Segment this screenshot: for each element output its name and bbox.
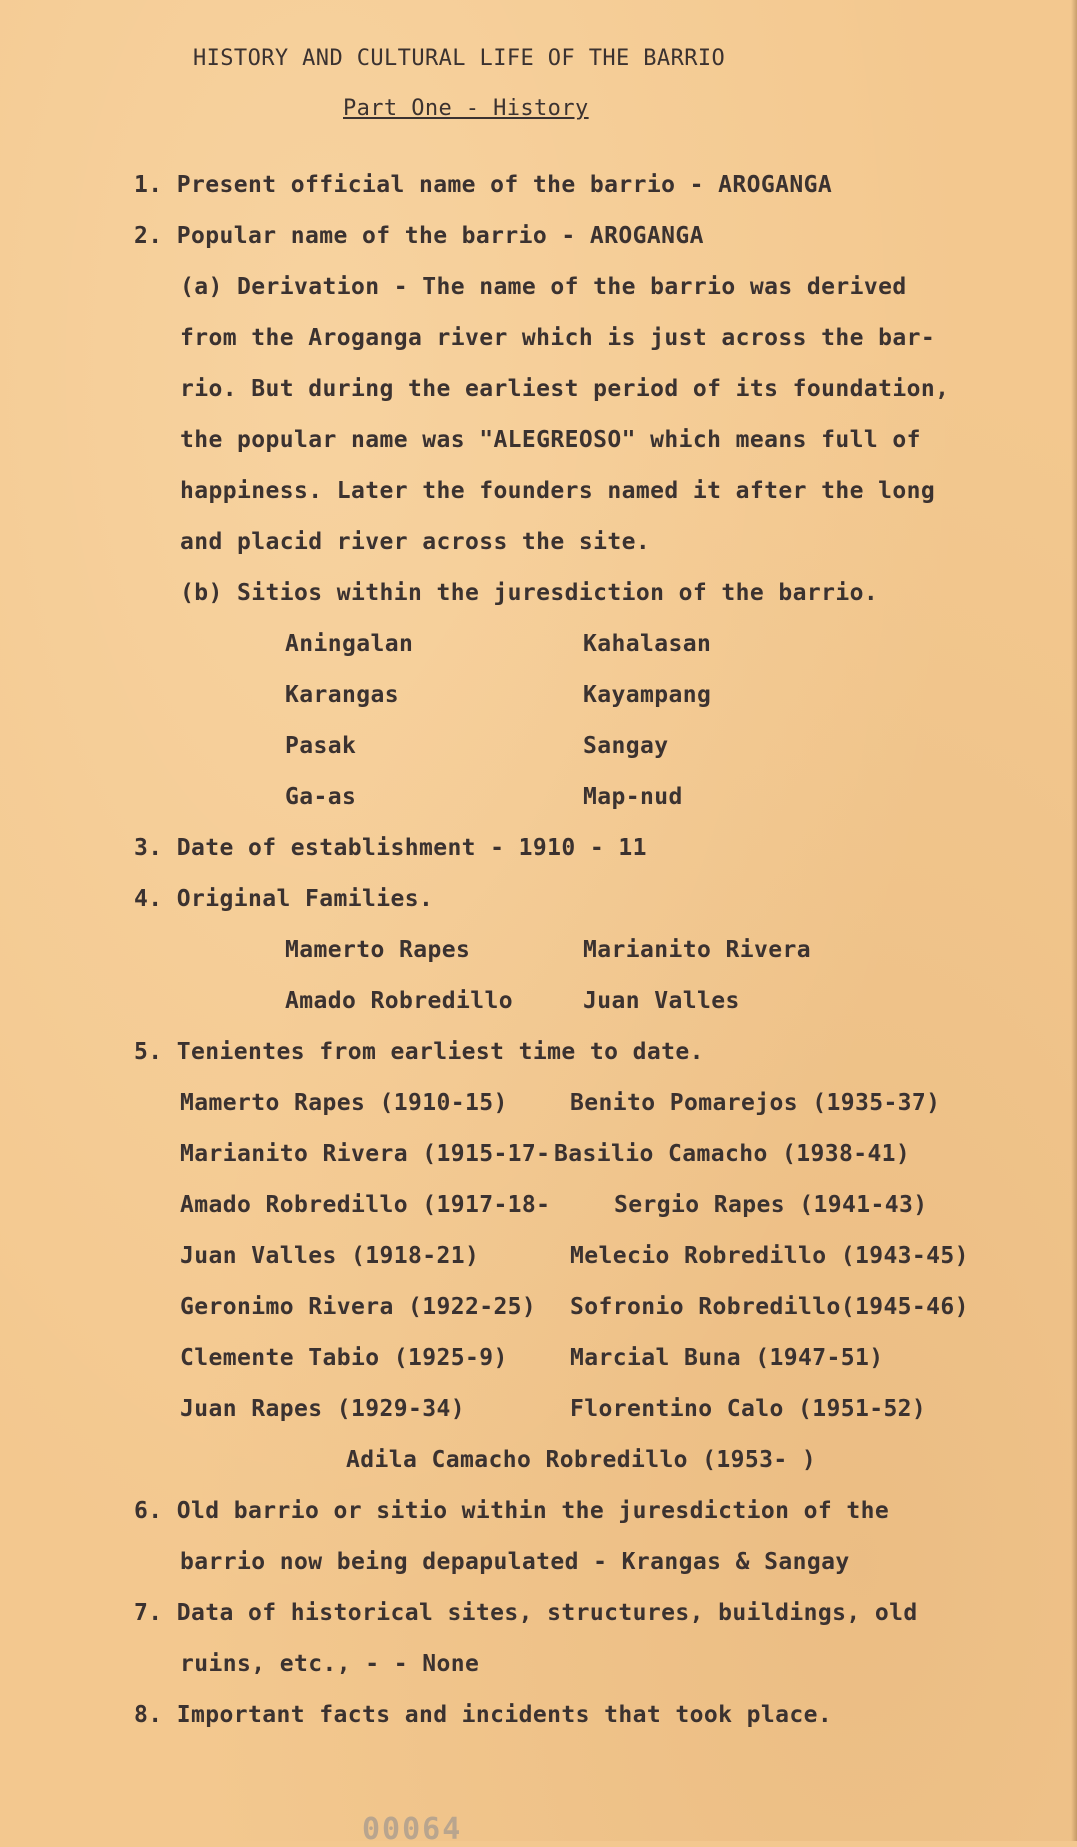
teniente-entry: Sofronio Robredillo(1945-46) bbox=[570, 1294, 969, 1320]
teniente-entry: Juan Valles (1918-21) bbox=[180, 1243, 480, 1269]
family-name: Juan Valles bbox=[583, 988, 740, 1014]
teniente-entry: Mamerto Rapes (1910-15) bbox=[180, 1090, 508, 1116]
teniente-entry: Adila Camacho Robredillo (1953- ) bbox=[346, 1447, 817, 1473]
item-6: 6. Old barrio or sitio within the juresdiction of the bbox=[134, 1498, 890, 1524]
item-6-continued: barrio now being depapulated - Krangas & Sangay bbox=[180, 1549, 850, 1575]
derivation-line-6: and placid river across the site. bbox=[180, 529, 651, 555]
item-7: 7. Data of historical sites, structures, buildings, old bbox=[134, 1600, 918, 1626]
item-1: 1. Present official name of the barrio - AROGANGA bbox=[134, 172, 833, 198]
sitios-heading: (b) Sitios within the juresdiction of the barrio. bbox=[180, 580, 879, 606]
family-name: Amado Robredillo bbox=[285, 988, 513, 1014]
teniente-entry: Juan Rapes (1929-34) bbox=[180, 1396, 465, 1422]
teniente-entry: Basilio Camacho (1938-41) bbox=[554, 1141, 911, 1167]
derivation-line-3: rio. But during the earliest period of its foundation, bbox=[180, 376, 950, 402]
sitio-name: Karangas bbox=[285, 682, 399, 708]
sitio-name: Pasak bbox=[285, 733, 357, 759]
teniente-entry: Sergio Rapes (1941-43) bbox=[614, 1192, 928, 1218]
sitio-name: Ga-as bbox=[285, 784, 357, 810]
page-number-stamp: 00064 bbox=[362, 1812, 463, 1847]
sitio-name: Map-nud bbox=[583, 784, 683, 810]
teniente-entry: Marcial Buna (1947-51) bbox=[570, 1345, 884, 1371]
page-edge-shadow bbox=[1071, 0, 1077, 1841]
derivation-line-1: (a) Derivation - The name of the barrio was derived bbox=[180, 274, 907, 300]
teniente-entry: Marianito Rivera (1915-17- bbox=[180, 1141, 551, 1167]
derivation-line-2: from the Aroganga river which is just across the bar- bbox=[180, 325, 936, 351]
item-4: 4. Original Families. bbox=[134, 886, 434, 912]
family-name: Mamerto Rapes bbox=[285, 937, 471, 963]
item-2: 2. Popular name of the barrio - AROGANGA bbox=[134, 223, 704, 249]
item-8: 8. Important facts and incidents that took place. bbox=[134, 1702, 833, 1728]
derivation-line-4: the popular name was "ALEGREOSO" which means full of bbox=[180, 427, 921, 453]
teniente-entry: Geronimo Rivera (1922-25) bbox=[180, 1294, 537, 1320]
teniente-entry: Melecio Robredillo (1943-45) bbox=[570, 1243, 969, 1269]
sitio-name: Kayampang bbox=[583, 682, 712, 708]
derivation-line-5: happiness. Later the founders named it after the long bbox=[180, 478, 936, 504]
item-5: 5. Tenientes from earliest time to date. bbox=[134, 1039, 704, 1065]
document-subtitle: Part One - History bbox=[343, 96, 589, 121]
teniente-entry: Benito Pomarejos (1935-37) bbox=[570, 1090, 941, 1116]
teniente-entry: Florentino Calo (1951-52) bbox=[570, 1396, 927, 1422]
family-name: Marianito Rivera bbox=[583, 937, 811, 963]
sitio-name: Aningalan bbox=[285, 631, 414, 657]
teniente-entry: Amado Robredillo (1917-18- bbox=[180, 1192, 551, 1218]
item-3: 3. Date of establishment - 1910 - 11 bbox=[134, 835, 647, 861]
document-title: HISTORY AND CULTURAL LIFE OF THE BARRIO bbox=[193, 46, 726, 71]
teniente-entry: Clemente Tabio (1925-9) bbox=[180, 1345, 508, 1371]
item-7-continued: ruins, etc., - - None bbox=[180, 1651, 480, 1677]
sitio-name: Kahalasan bbox=[583, 631, 712, 657]
sitio-name: Sangay bbox=[583, 733, 669, 759]
